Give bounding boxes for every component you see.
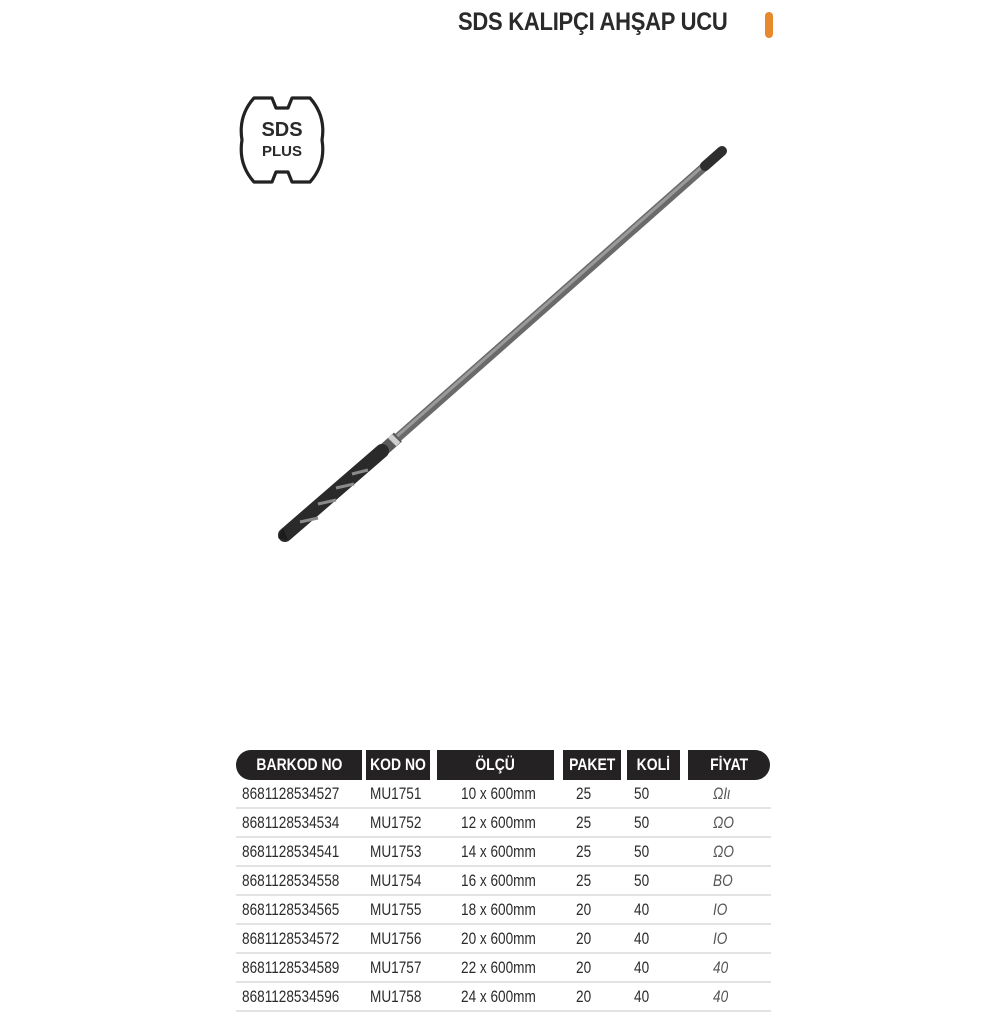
size-cell: 14 x 600mm	[461, 842, 536, 861]
table-row	[236, 867, 771, 896]
box-qty-cell: 40	[634, 987, 650, 1006]
barcode-cell: 8681128534589	[242, 958, 340, 977]
column-header-kod: KOD NO	[366, 750, 430, 780]
package-qty-cell: 25	[576, 871, 592, 890]
price-cell: ΩΟ	[713, 842, 734, 861]
size-cell: 22 x 600mm	[461, 958, 536, 977]
box-qty-cell: 50	[634, 842, 650, 861]
table-header	[236, 750, 776, 780]
badge-line1: SDS	[261, 119, 303, 141]
barcode-cell: 8681128534558	[242, 871, 340, 890]
size-cell: 12 x 600mm	[461, 813, 536, 832]
package-qty-cell: 25	[576, 813, 592, 832]
package-qty-cell: 25	[576, 842, 592, 861]
product-table	[236, 750, 776, 1012]
table-row	[236, 838, 771, 867]
price-cell: ΒΟ	[713, 871, 733, 890]
size-cell: 10 x 600mm	[461, 784, 536, 803]
package-qty-cell: 20	[576, 958, 592, 977]
table-body	[236, 780, 776, 1012]
box-qty-cell: 50	[634, 871, 650, 890]
size-cell: 18 x 600mm	[461, 900, 536, 919]
barcode-cell: 8681128534534	[242, 813, 340, 832]
price-cell: ΙΟ	[713, 900, 728, 919]
barcode-cell: 8681128534527	[242, 784, 340, 803]
box-qty-cell: 40	[634, 958, 650, 977]
price-cell: ΩΙι	[713, 784, 731, 803]
package-qty-cell: 20	[576, 987, 592, 1006]
product-code-cell: MU1755	[370, 900, 422, 919]
table-row	[236, 896, 771, 925]
price-cell: 40	[713, 958, 729, 977]
product-code-cell: MU1752	[370, 813, 422, 832]
product-code-cell: MU1753	[370, 842, 422, 861]
column-header-olcu: ÖLÇÜ	[437, 750, 554, 780]
product-code-cell: MU1758	[370, 987, 422, 1006]
column-header-barkod: BARKOD NO	[236, 750, 362, 780]
column-header-paket: PAKET	[563, 750, 621, 780]
package-qty-cell: 20	[576, 900, 592, 919]
table-row	[236, 809, 771, 838]
barcode-cell: 8681128534565	[242, 900, 340, 919]
table-row	[236, 925, 771, 954]
package-qty-cell: 25	[576, 784, 592, 803]
price-cell: 40	[713, 987, 729, 1006]
size-cell: 16 x 600mm	[461, 871, 536, 890]
size-cell: 20 x 600mm	[461, 929, 536, 948]
package-qty-cell: 20	[576, 929, 592, 948]
barcode-cell: 8681128534596	[242, 987, 340, 1006]
box-qty-cell: 50	[634, 784, 650, 803]
page-title: SDS KALIPÇI AHŞAP UCU	[458, 8, 728, 36]
barcode-cell: 8681128534541	[242, 842, 340, 861]
barcode-cell: 8681128534572	[242, 929, 340, 948]
price-cell: ΙΟ	[713, 929, 728, 948]
product-code-cell: MU1757	[370, 958, 422, 977]
column-header-fiyat: FİYAT	[688, 750, 770, 780]
table-row	[236, 983, 771, 1012]
table-row	[236, 954, 771, 983]
box-qty-cell: 40	[634, 929, 650, 948]
box-qty-cell: 40	[634, 900, 650, 919]
column-header-koli: KOLİ	[627, 750, 680, 780]
badge-line2: PLUS	[261, 143, 303, 160]
price-cell: ΩΟ	[713, 813, 734, 832]
size-cell: 24 x 600mm	[461, 987, 536, 1006]
box-qty-cell: 50	[634, 813, 650, 832]
product-code-cell: MU1751	[370, 784, 422, 803]
product-code-cell: MU1756	[370, 929, 422, 948]
table-row	[236, 780, 771, 809]
product-code-cell: MU1754	[370, 871, 422, 890]
